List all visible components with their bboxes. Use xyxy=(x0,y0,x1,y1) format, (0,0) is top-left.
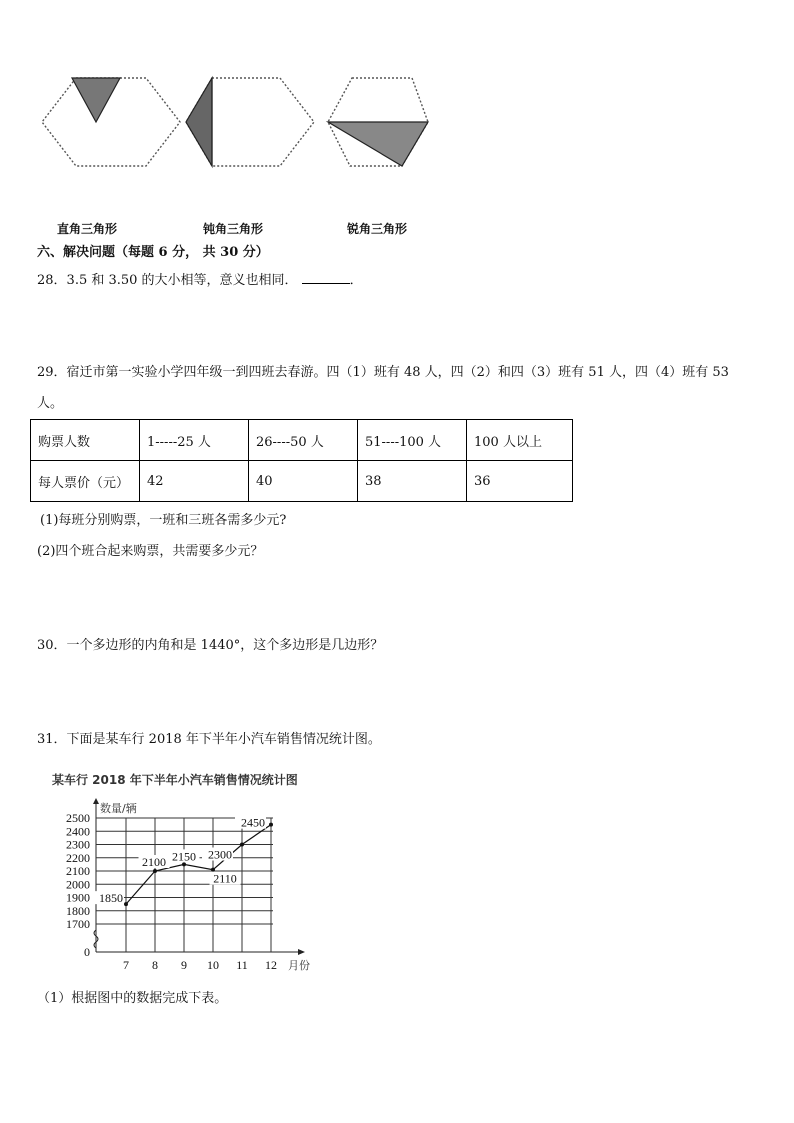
x-axis-arrow xyxy=(298,949,305,955)
table-row xyxy=(31,420,573,461)
y-tick-label: 1700 xyxy=(66,917,90,931)
y-tick-label: 2200 xyxy=(66,850,90,865)
table-cell: 42 xyxy=(140,461,249,502)
answer-blank-28[interactable] xyxy=(302,271,350,284)
table-cell: 51----100 人 xyxy=(358,420,467,461)
question-30: 30．一个多边形的内角和是 1440°，这个多边形是几边形？ xyxy=(37,638,384,653)
shape-label-obtuse: 钝角三角形 xyxy=(203,222,264,236)
chart-title: 某车行 2018 年下半年小汽车销售情况统计图 xyxy=(52,773,298,787)
table-cell: 40 xyxy=(249,461,358,502)
y-zero-label: 0 xyxy=(84,945,90,959)
table-cell: 38 xyxy=(358,461,467,502)
data-label: 1850 xyxy=(99,891,123,906)
table-cell: 26----50 人 xyxy=(249,420,358,461)
question-29-line1: 29．宿迁市第一实验小学四年级一到四班去春游。四（1）班有 48 人，四（2）和四（3）班有 51 人，四（4）班有 53 xyxy=(37,365,729,380)
sales-line-chart xyxy=(40,790,330,975)
table-cell: 36 xyxy=(467,461,573,502)
data-point xyxy=(269,823,273,827)
data-label: 2450 xyxy=(241,815,265,830)
question-28-text: 28．3.5 和 3.50 的大小相等，意义也相同． xyxy=(37,273,298,288)
question-29-sub1: (1)每班分别购票，一班和三班各需多少元? xyxy=(40,513,287,528)
ticket-price-table xyxy=(30,419,573,502)
table-cell: 1-----25 人 xyxy=(140,420,249,461)
y-tick-label: 1800 xyxy=(66,903,90,918)
hexagon-right-triangle xyxy=(42,78,180,166)
question-28-end: ． xyxy=(349,273,363,288)
data-point xyxy=(240,843,244,847)
table-cell: 100 人以上 xyxy=(467,420,573,461)
y-tick-label: 2000 xyxy=(66,877,90,892)
data-label: 2100 xyxy=(142,855,166,869)
hexagon-obtuse-triangle xyxy=(186,78,314,166)
question-29-sub2: (2)四个班合起来购票，共需要多少元？ xyxy=(37,544,264,559)
data-label: 2150 xyxy=(172,849,196,864)
y-axis-label: 数量/辆 xyxy=(100,802,137,815)
data-point xyxy=(153,869,157,873)
question-28 xyxy=(37,271,363,290)
y-axis-arrow xyxy=(93,798,99,804)
x-tick-label: 8 xyxy=(152,958,158,972)
question-31: 31．下面是某车行 2018 年下半年小汽车销售情况统计图。 xyxy=(37,732,381,747)
data-label: 2300 xyxy=(208,847,232,862)
x-tick-label: 7 xyxy=(123,958,129,972)
y-tick-label: 2400 xyxy=(66,824,90,839)
y-tick-label: 2100 xyxy=(66,864,90,878)
table-row xyxy=(31,461,573,502)
y-tick-label: 2300 xyxy=(66,837,90,852)
question-31-sub1: （1）根据图中的数据完成下表。 xyxy=(37,991,228,1006)
x-tick-label: 12 xyxy=(265,958,277,972)
section-title: 六、解决问题（每题 6 分， 共 30 分） xyxy=(37,245,269,260)
data-label: 2110 xyxy=(213,871,237,886)
x-tick-label: 9 xyxy=(181,958,187,972)
shaded-acute-triangle xyxy=(328,122,428,166)
hexagon-figures xyxy=(40,70,440,175)
x-axis-label: 月份 xyxy=(288,959,310,972)
hexagon-acute-triangle xyxy=(328,78,428,166)
shaded-obtuse-triangle xyxy=(186,78,212,166)
x-tick-label: 11 xyxy=(236,958,248,972)
y-tick-label: 1900 xyxy=(66,890,90,905)
table-cell: 购票人数 xyxy=(31,420,140,461)
data-point xyxy=(124,902,128,906)
x-tick-label: 10 xyxy=(207,958,219,972)
shape-label-right: 直角三角形 xyxy=(57,222,118,236)
table-cell: 每人票价（元） xyxy=(31,461,140,502)
y-tick-label: 2500 xyxy=(66,811,90,825)
shape-label-acute: 锐角三角形 xyxy=(347,222,408,236)
question-29-line2: 人。 xyxy=(37,396,64,411)
